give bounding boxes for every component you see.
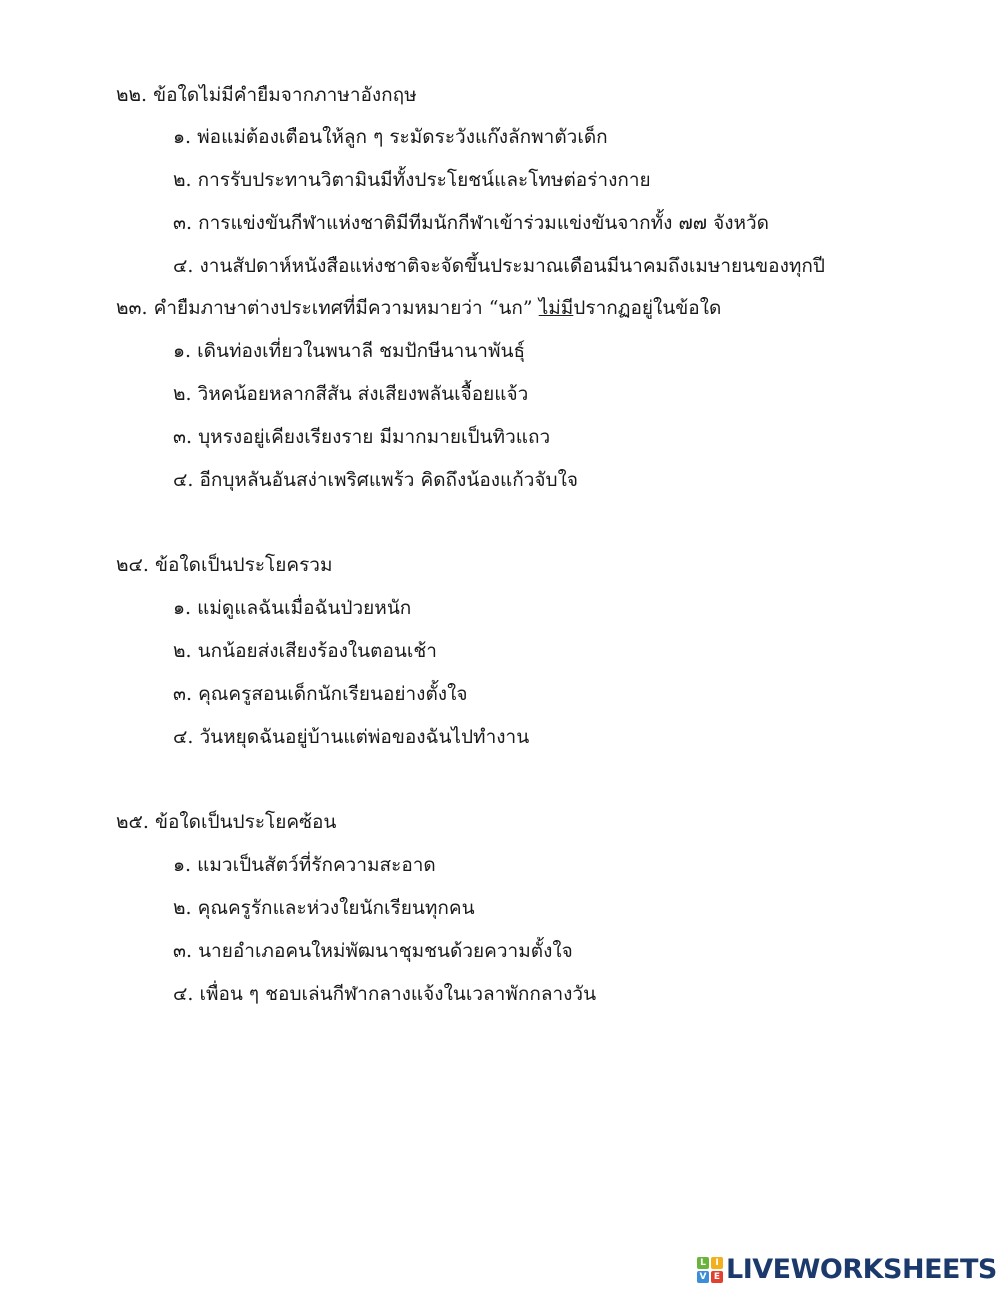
logo-block-v: V	[697, 1271, 709, 1283]
logo-block-e: E	[711, 1271, 723, 1283]
question-text-underlined: ไม่มี	[538, 297, 574, 319]
question-25	[116, 809, 336, 835]
logo-block-l: L	[697, 1257, 709, 1269]
liveworksheets-logo	[697, 1255, 997, 1285]
option-24-3[interactable]: ๓. คุณครูสอนเด็กนักเรียนอย่างตั้งใจ	[173, 683, 468, 705]
option-22-2[interactable]: ๒. การรับประทานวิตามินมีทั้งประโยชน์และโทษต่อร่างกาย	[173, 169, 651, 191]
option-25-4[interactable]: ๔. เพื่อน ๆ ชอบเล่นกีฬากลางแจ้งในเวลาพักกลางวัน	[173, 983, 597, 1005]
option-23-3[interactable]: ๓. บุหรงอยู่เคียงเรียงราย มีมากมายเป็นทิวแถว	[173, 426, 551, 448]
option-22-4[interactable]: ๔. งานสัปดาห์หนังสือแห่งชาติจะจัดขึ้นประมาณเดือนมีนาคมถึงเมษายนของทุกปี	[173, 255, 825, 277]
question-number: ๒๕.	[116, 811, 149, 833]
option-25-2[interactable]: ๒. คุณครูรักและห่วงใยนักเรียนทุกคน	[173, 897, 475, 919]
option-23-2[interactable]: ๒. วิหคน้อยหลากสีสัน ส่งเสียงพลันเจื้อยแจ้ว	[173, 383, 529, 405]
question-number: ๒๔.	[116, 554, 149, 576]
question-23	[116, 295, 721, 321]
option-25-3[interactable]: ๓. นายอำเภอคนใหม่พัฒนาชุมชนด้วยความตั้งใจ	[173, 940, 573, 962]
live-blocks-icon	[697, 1257, 723, 1283]
option-24-1[interactable]: ๑. แม่ดูแลฉันเมื่อฉันป่วยหนัก	[173, 597, 412, 619]
logo-wordmark: LIVEWORKSHEETS	[726, 1254, 997, 1285]
option-22-1[interactable]: ๑. พ่อแม่ต้องเตือนให้ลูก ๆ ระมัดระวังแก๊งลักพาตัวเด็ก	[173, 126, 608, 148]
question-number: ๒๓.	[116, 297, 148, 319]
question-24	[116, 552, 332, 578]
option-23-4[interactable]: ๔. อีกบุหลันอันสง่าเพริศแพร้ว คิดถึงน้องแก้วจับใจ	[173, 469, 579, 491]
question-text: ข้อใดเป็นประโยคซ้อน	[155, 811, 337, 833]
option-25-1[interactable]: ๑. แมวเป็นสัตว์ที่รักความสะอาด	[173, 854, 436, 876]
option-22-3[interactable]: ๓. การแข่งขันกีฬาแห่งชาติมีทีมนักกีฬาเข้าร่วมแข่งขันจากทั้ง ๗๗ จังหวัด	[173, 212, 770, 234]
option-23-1[interactable]: ๑. เดินท่องเที่ยวในพนาลี ชมปักษีนานาพันธุ์	[173, 340, 526, 362]
question-text-after: ปรากฏอยู่ในข้อใด	[573, 297, 722, 319]
question-22	[116, 82, 417, 108]
question-text: ข้อใดไม่มีคำยืมจากภาษาอังกฤษ	[153, 84, 417, 106]
question-number: ๒๒.	[116, 84, 148, 106]
question-text-before: คำยืมภาษาต่างประเทศที่มีความหมายว่า “นก”	[153, 297, 539, 319]
logo-block-i: I	[711, 1257, 723, 1269]
option-24-2[interactable]: ๒. นกน้อยส่งเสียงร้องในตอนเช้า	[173, 640, 437, 662]
question-text: ข้อใดเป็นประโยครวม	[155, 554, 333, 576]
option-24-4[interactable]: ๔. วันหยุดฉันอยู่บ้านแต่พ่อของฉันไปทำงาน	[173, 726, 530, 748]
